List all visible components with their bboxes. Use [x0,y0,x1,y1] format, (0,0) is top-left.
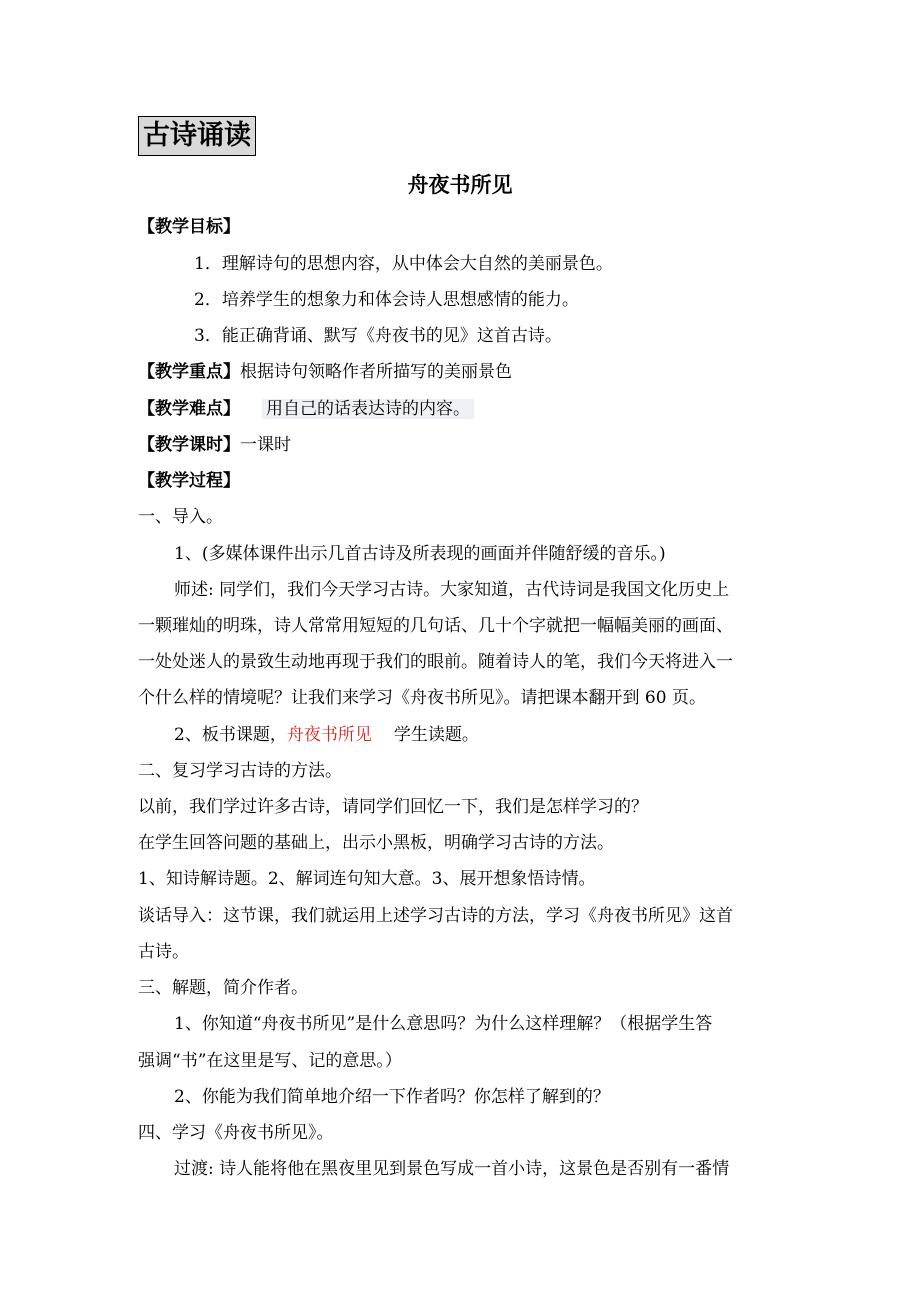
hours-label: 【教学课时】 [138,435,240,455]
paragraph: 师述: 同学们，我们今天学习古诗。大家知道，古代诗词是我国文化历史上 [174,580,730,600]
paragraph: 个什么样的情境呢？让我们来学习《舟夜书所见》。请把课本翻开到 60 页。 [138,688,706,708]
objectives-label: 【教学目标】 [138,217,240,237]
hours-text: 一课时 [240,435,291,455]
section-banner: 古诗诵读 [138,116,256,156]
paragraph: 2、你能为我们简单地介绍一下作者吗？你怎样了解到的？ [174,1087,610,1107]
difficulty-text: 用自己的话表达诗的内容。 [262,399,474,419]
paragraph: 一处处迷人的景致生动地再现于我们的眼前。随着诗人的笔，我们今天将进入一 [138,652,733,672]
objective-item: 2．培养学生的想象力和体会诗人思想感情的能力。 [194,290,579,310]
lesson-title: 舟夜书所见 [407,173,513,197]
key-point-label: 【教学重点】 [138,362,240,382]
process-label: 【教学过程】 [138,471,240,491]
hours-row [138,432,291,458]
objective-item: 1．理解诗句的思想内容，从中体会大自然的美丽景色。 [194,254,613,274]
difficulty-label: 【教学难点】 [138,399,240,419]
paragraph: 在学生回答问题的基础上，出示小黑板，明确学习古诗的方法。 [138,833,614,853]
paragraph: 古诗。 [138,942,189,962]
paragraph: 谈话导入：这节课，我们就运用上述学习古诗的方法，学习《舟夜书所见》这首 [138,906,733,926]
paragraph: 1、你知道“舟夜书所见”是什么意思吗？为什么这样理解？（根据学生答 [174,1014,713,1034]
key-point-text: 根据诗句领略作者所描写的美丽景色 [240,362,512,382]
paragraph: 1、(多媒体课件出示几首古诗及所表现的画面并伴随舒缓的音乐。) [174,544,666,564]
paragraph: 过渡: 诗人能将他在黑夜里见到景色写成一首小诗，这景色是否别有一番情 [174,1159,730,1179]
board-title-pre: 2、板书课题， [174,725,287,745]
board-title-post: 学生读题。 [393,725,479,745]
section-heading: 三、解题，简介作者。 [138,978,308,998]
key-point-row [138,359,512,385]
difficulty-row [138,396,474,422]
section-heading: 二、复习学习古诗的方法。 [138,761,342,781]
paragraph: 强调“书”在这里是写、记的意思。） [138,1051,402,1071]
objective-item: 3．能正确背诵、默写《舟夜书的见》这首古诗。 [194,326,562,346]
paragraph: 以前，我们学过许多古诗，请同学们回忆一下，我们是怎样学习的？ [138,797,648,817]
board-title-red: 舟夜书所见 [286,725,372,745]
board-title-row [174,722,479,748]
paragraph: 一颗璀灿的明珠，诗人常常用短短的几句话、几十个字就把一幅幅美丽的画面、 [138,616,733,636]
paragraph: 1、知诗解诗题。2、解词连句知大意。3、展开想象悟诗情。 [138,869,596,889]
section-heading: 四、学习《舟夜书所见》。 [138,1123,334,1143]
section-heading: 一、导入。 [138,507,223,527]
